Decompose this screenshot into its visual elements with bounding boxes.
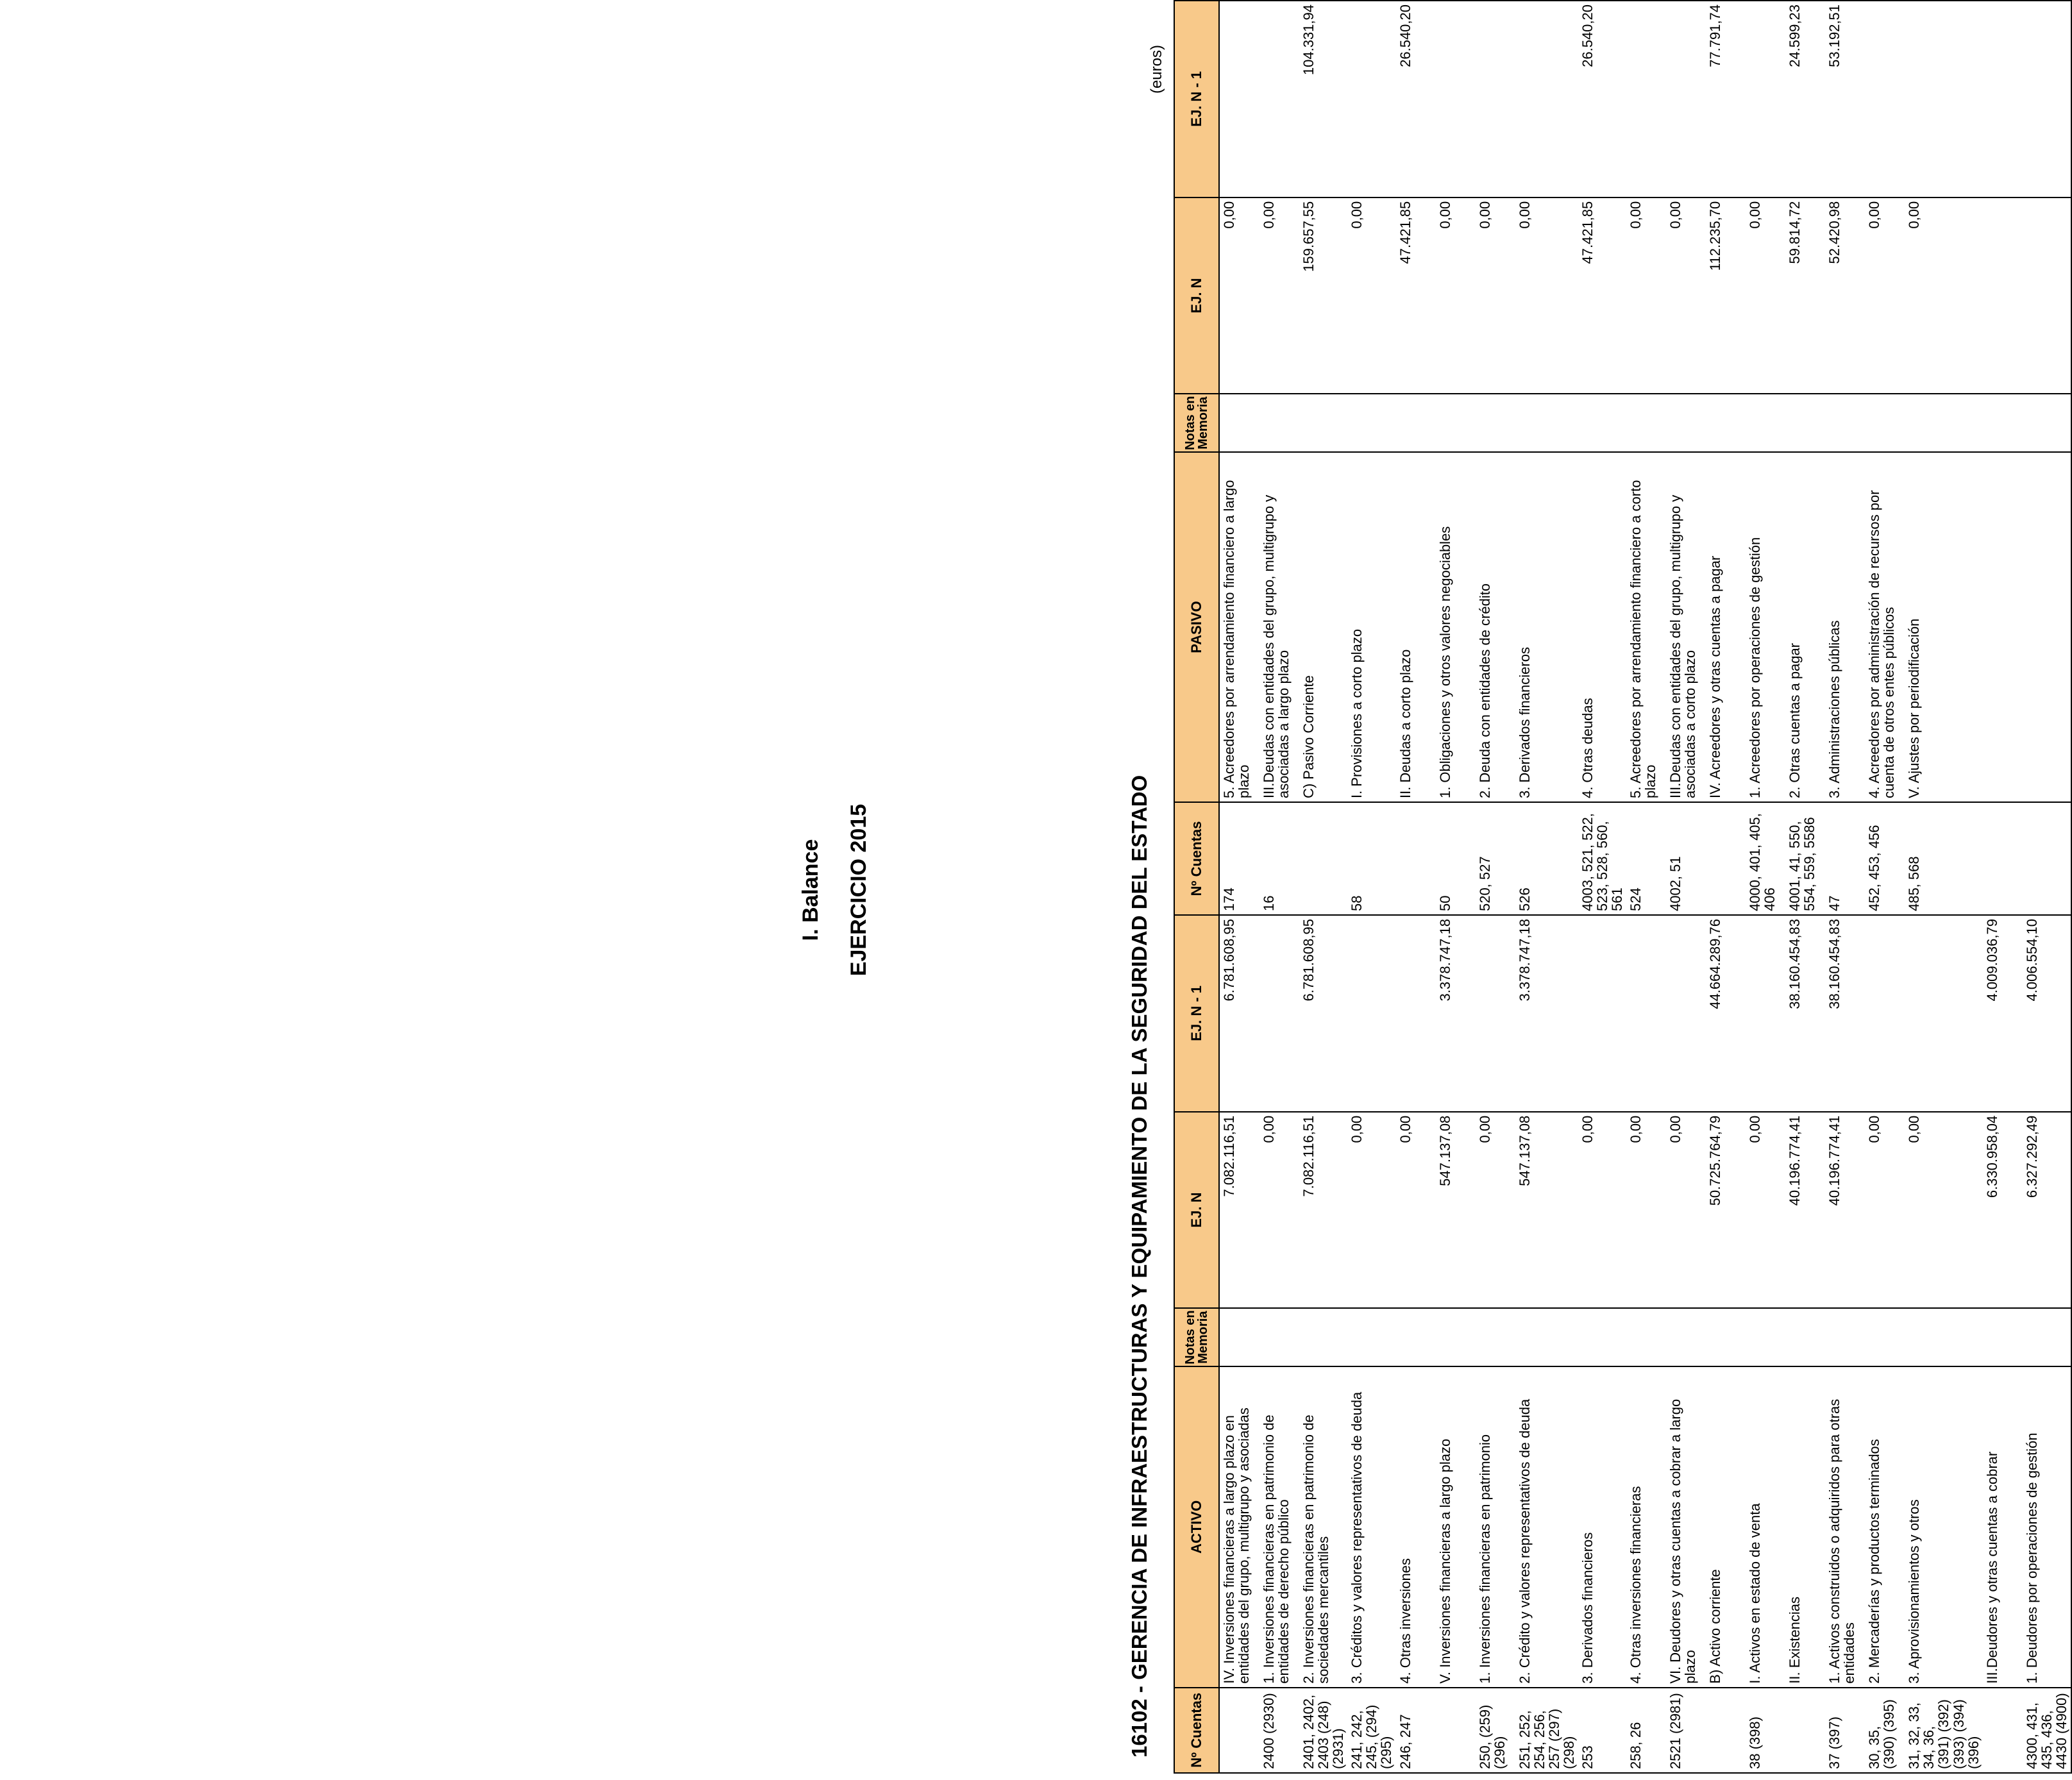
cuentas-pasivo-cell <box>1299 802 1347 915</box>
notas-pasivo-cell <box>1785 394 1825 452</box>
pasivo-concept-cell: II. Deudas a corto plazo <box>1396 452 1436 802</box>
notas-pasivo-cell <box>1515 394 1578 452</box>
cuentas-activo-cell: 37 (397) <box>1825 1688 1865 1773</box>
header-ejn-pasivo: EJ. N <box>1174 197 1219 394</box>
pasivo-concept-cell: IV. Acreedores y otras cuentas a pagar <box>1706 452 1746 802</box>
ejn1-pasivo-cell: 26.540,20 <box>1396 1 1436 197</box>
activo-concept-cell: 1. Inversiones financieras en patrimonio <box>1476 1366 1515 1688</box>
ejn1-activo-cell <box>1865 915 1905 1112</box>
activo-concept-cell: 2. Crédito y valores representativos de deuda <box>1515 1366 1578 1688</box>
activo-concept-cell: B) Activo corriente <box>1706 1366 1746 1688</box>
ejn-activo-cell: 40.196.774,41 <box>1785 1112 1825 1309</box>
pasivo-concept-cell: 3. Derivados financieros <box>1515 452 1578 802</box>
activo-concept-cell: 3. Aprovisionamientos y otros <box>1905 1366 1982 1688</box>
notas-activo-cell <box>1578 1308 1626 1366</box>
notas-activo-cell <box>1746 1308 1785 1366</box>
cuentas-pasivo-cell <box>1396 802 1436 915</box>
notas-activo-cell <box>1476 1308 1515 1366</box>
activo-concept-cell: VI. Deudores y otras cuentas a cobrar a largo plazo <box>1666 1366 1706 1688</box>
notas-activo-cell <box>1396 1308 1436 1366</box>
table-row <box>2023 1 2071 1773</box>
cuentas-activo-cell: 2400 (2930) <box>1259 1688 1299 1773</box>
ejn1-pasivo-cell: 53.192,51 <box>1825 1 1865 197</box>
report-title: I. Balance <box>798 839 823 941</box>
cuentas-activo-cell: 4300, 431, 435, 436, 4430 (4900) <box>2023 1688 2071 1773</box>
ejn-activo-cell: 0,00 <box>1347 1112 1395 1309</box>
cuentas-activo-cell <box>1983 1688 2023 1773</box>
ejn-pasivo-cell <box>1983 197 2023 394</box>
ejn-pasivo-cell: 159.657,55 <box>1299 197 1347 394</box>
pasivo-concept-cell: III.Deudas con entidades del grupo, multigrupo y asociadas a corto plazo <box>1666 452 1706 802</box>
header-notas-pasivo: Notas en Memoria <box>1174 394 1219 452</box>
notas-pasivo-cell <box>1476 394 1515 452</box>
cuentas-pasivo-cell: 4001, 41, 550, 554, 559, 5586 <box>1785 802 1825 915</box>
ejn-pasivo-cell: 0,00 <box>1436 197 1476 394</box>
ejn1-activo-cell: 38.160.454,83 <box>1785 915 1825 1112</box>
ejn-pasivo-cell: 0,00 <box>1905 197 1982 394</box>
notas-pasivo-cell <box>1865 394 1905 452</box>
cuentas-activo-cell: 258, 26 <box>1626 1688 1666 1773</box>
table-row <box>1905 1 1982 1773</box>
cuentas-pasivo-cell: 4002, 51 <box>1666 802 1706 915</box>
ejn-activo-cell: 7.082.116,51 <box>1299 1112 1347 1309</box>
cuentas-activo-cell <box>1706 1688 1746 1773</box>
cuentas-pasivo-cell <box>1706 802 1746 915</box>
pasivo-concept-cell: 1. Obligaciones y otros valores negociables <box>1436 452 1476 802</box>
ejn-pasivo-cell: 0,00 <box>1476 197 1515 394</box>
ejn1-activo-cell <box>1746 915 1785 1112</box>
notas-pasivo-cell <box>1983 394 2023 452</box>
ejn1-pasivo-cell: 104.331,94 <box>1299 1 1347 197</box>
table-row <box>1626 1 1666 1773</box>
ejn-pasivo-cell: 47.421,85 <box>1578 197 1626 394</box>
header-ejn1-activo: EJ. N - 1 <box>1174 915 1219 1112</box>
ejn-pasivo-cell: 0,00 <box>1515 197 1578 394</box>
activo-concept-cell: 1. Inversiones financieras en patrimonio de entidades de derecho público <box>1259 1366 1299 1688</box>
cuentas-pasivo-cell: 50 <box>1436 802 1476 915</box>
table-row <box>1706 1 1746 1773</box>
notas-activo-cell <box>1626 1308 1666 1366</box>
ejn-activo-cell: 0,00 <box>1476 1112 1515 1309</box>
table-row <box>1436 1 1476 1773</box>
balance-table <box>1174 0 2072 1774</box>
pasivo-concept-cell: 2. Otras cuentas a pagar <box>1785 452 1825 802</box>
header-activo: ACTIVO <box>1174 1366 1219 1688</box>
table-row <box>1476 1 1515 1773</box>
notas-activo-cell <box>1785 1308 1825 1366</box>
notas-pasivo-cell <box>1219 394 1259 452</box>
ejn1-pasivo-cell: 77.791,74 <box>1706 1 1746 197</box>
pasivo-concept-cell: 5. Acreedores por arrendamiento financiero a corto plazo <box>1626 452 1666 802</box>
ejn-activo-cell: 0,00 <box>1905 1112 1982 1309</box>
table-row <box>1825 1 1865 1773</box>
notas-pasivo-cell <box>1905 394 1982 452</box>
pasivo-concept-cell: 4. Otras deudas <box>1578 452 1626 802</box>
activo-concept-cell: I. Activos en estado de venta <box>1746 1366 1785 1688</box>
header-notas-activo: Notas en Memoria <box>1174 1308 1219 1366</box>
ejn-activo-cell: 40.196.774,41 <box>1825 1112 1865 1309</box>
cuentas-activo-cell: 241, 242, 245, (294) (295) <box>1347 1688 1395 1773</box>
cuentas-pasivo-cell: 58 <box>1347 802 1395 915</box>
ejn-activo-cell: 50.725.764,79 <box>1706 1112 1746 1309</box>
cuentas-activo-cell: 246, 247 <box>1396 1688 1436 1773</box>
ejn1-activo-cell <box>1347 915 1395 1112</box>
ejn1-activo-cell: 4.009.036,79 <box>1983 915 2023 1112</box>
ejn-activo-cell: 0,00 <box>1396 1112 1436 1309</box>
cuentas-activo-cell: 31, 32, 33, 34, 36, (391) (392) (393) (394) (396) <box>1905 1688 1982 1773</box>
notas-pasivo-cell <box>1347 394 1395 452</box>
ejn1-pasivo-cell <box>1666 1 1706 197</box>
ejn-activo-cell: 6.327.292,49 <box>2023 1112 2071 1309</box>
activo-concept-cell: III.Deudores y otras cuentas a cobrar <box>1983 1366 2023 1688</box>
ejn1-pasivo-cell: 24.599,23 <box>1785 1 1825 197</box>
table-row <box>1746 1 1785 1773</box>
notas-activo-cell <box>1219 1308 1259 1366</box>
notas-pasivo-cell <box>1436 394 1476 452</box>
activo-concept-cell: II. Existencias <box>1785 1366 1825 1688</box>
ejn-activo-cell: 6.330.958,04 <box>1983 1112 2023 1309</box>
pasivo-concept-cell: 5. Acreedores por arrendamiento financiero a largo plazo <box>1219 452 1259 802</box>
ejn-pasivo-cell: 52.420,98 <box>1825 197 1865 394</box>
table-row <box>1666 1 1706 1773</box>
ejn1-activo-cell <box>1905 915 1982 1112</box>
activo-concept-cell: 4. Otras inversiones financieras <box>1626 1366 1666 1688</box>
notas-pasivo-cell <box>1626 394 1666 452</box>
notas-pasivo-cell <box>1578 394 1626 452</box>
ejn1-activo-cell <box>1578 915 1626 1112</box>
ejn1-activo-cell: 6.781.608,95 <box>1219 915 1259 1112</box>
ejn-pasivo-cell: 0,00 <box>1746 197 1785 394</box>
ejn1-pasivo-cell: 26.540,20 <box>1578 1 1626 197</box>
ejn1-activo-cell: 38.160.454,83 <box>1825 915 1865 1112</box>
ejn1-pasivo-cell <box>1983 1 2023 197</box>
ejn1-activo-cell <box>1626 915 1666 1112</box>
ejn-pasivo-cell <box>2023 197 2071 394</box>
header-pasivo: PASIVO <box>1174 452 1219 802</box>
ejn-activo-cell: 0,00 <box>1578 1112 1626 1309</box>
notas-pasivo-cell <box>1746 394 1785 452</box>
ejn-pasivo-cell: 47.421,85 <box>1396 197 1436 394</box>
notas-pasivo-cell <box>1259 394 1299 452</box>
ejn-pasivo-cell: 0,00 <box>1865 197 1905 394</box>
table-row <box>1515 1 1578 1773</box>
cuentas-pasivo-cell: 520, 527 <box>1476 802 1515 915</box>
table-row <box>1219 1 1259 1773</box>
notas-pasivo-cell <box>1396 394 1436 452</box>
table-row <box>1396 1 1436 1773</box>
ejn1-pasivo-cell <box>1219 1 1259 197</box>
pasivo-concept-cell <box>2023 452 2071 802</box>
notas-pasivo-cell <box>1706 394 1746 452</box>
cuentas-activo-cell <box>1219 1688 1259 1773</box>
notas-activo-cell <box>1905 1308 1982 1366</box>
notas-pasivo-cell <box>1825 394 1865 452</box>
header-cuentas-pasivo: Nº Cuentas <box>1174 802 1219 915</box>
notas-activo-cell <box>1666 1308 1706 1366</box>
ejn1-pasivo-cell <box>1626 1 1666 197</box>
pasivo-concept-cell: I. Provisiones a corto plazo <box>1347 452 1395 802</box>
activo-concept-cell: IV. Inversiones financieras a largo plazo en entidades del grupo, multigrupo y asociadas <box>1219 1366 1259 1688</box>
pasivo-concept-cell: 4. Acreedores por administración de recursos por cuenta de otros entes públicos <box>1865 452 1905 802</box>
cuentas-pasivo-cell: 47 <box>1825 802 1865 915</box>
organization-heading: 16102 - GERENCIA DE INFRAESTRUCTURAS Y EQUIPAMIENTO DE LA SEGURIDAD DEL ESTADO <box>1127 775 1151 1758</box>
notas-activo-cell <box>2023 1308 2071 1366</box>
activo-concept-cell: 1. Activos construidos o adquiridos para otras entidades <box>1825 1366 1865 1688</box>
cuentas-pasivo-cell: 4003, 521, 522, 523, 528, 560, 561 <box>1578 802 1626 915</box>
notas-activo-cell <box>1347 1308 1395 1366</box>
cuentas-pasivo-cell: 452, 453, 456 <box>1865 802 1905 915</box>
table-row <box>1347 1 1395 1773</box>
activo-concept-cell: 4. Otras inversiones <box>1396 1366 1436 1688</box>
pasivo-concept-cell: 1. Acreedores por operaciones de gestión <box>1746 452 1785 802</box>
cuentas-activo-cell: 251, 252, 254, 256, 257 (297) (298) <box>1515 1688 1578 1773</box>
cuentas-pasivo-cell <box>2023 802 2071 915</box>
ejn-activo-cell: 0,00 <box>1865 1112 1905 1309</box>
pasivo-concept-cell: V. Ajustes por periodificación <box>1905 452 1982 802</box>
ejn1-pasivo-cell <box>1347 1 1395 197</box>
ejn-pasivo-cell: 0,00 <box>1219 197 1259 394</box>
notas-activo-cell <box>1259 1308 1299 1366</box>
ejn-activo-cell: 0,00 <box>1626 1112 1666 1309</box>
activo-concept-cell: 3. Créditos y valores representativos de deuda <box>1347 1366 1395 1688</box>
cuentas-activo-cell: 38 (398) <box>1746 1688 1785 1773</box>
activo-concept-cell: V. Inversiones financieras a largo plazo <box>1436 1366 1476 1688</box>
header-cuentas-activo: Nº Cuentas <box>1174 1688 1219 1773</box>
table-row <box>1259 1 1299 1773</box>
ejn-activo-cell: 0,00 <box>1666 1112 1706 1309</box>
ejn1-activo-cell: 44.664.289,76 <box>1706 915 1746 1112</box>
ejn-pasivo-cell: 0,00 <box>1626 197 1666 394</box>
cuentas-pasivo-cell: 524 <box>1626 802 1666 915</box>
activo-concept-cell: 2. Inversiones financieras en patrimonio de sociedades mercantiles <box>1299 1366 1347 1688</box>
ejn1-pasivo-cell <box>1746 1 1785 197</box>
notas-activo-cell <box>1706 1308 1746 1366</box>
ejn1-activo-cell <box>1666 915 1706 1112</box>
ejn1-activo-cell: 4.006.554,10 <box>2023 915 2071 1112</box>
ejn1-pasivo-cell <box>1905 1 1982 197</box>
notas-pasivo-cell <box>1299 394 1347 452</box>
ejn-pasivo-cell: 112.235,70 <box>1706 197 1746 394</box>
cuentas-activo-cell: 250, (259) (296) <box>1476 1688 1515 1773</box>
cuentas-pasivo-cell: 16 <box>1259 802 1299 915</box>
ejn1-activo-cell <box>1476 915 1515 1112</box>
ejn-pasivo-cell: 0,00 <box>1347 197 1395 394</box>
ejn-pasivo-cell: 0,00 <box>1259 197 1299 394</box>
cuentas-activo-cell: 253 <box>1578 1688 1626 1773</box>
pasivo-concept-cell: C) Pasivo Corriente <box>1299 452 1347 802</box>
cuentas-pasivo-cell <box>1983 802 2023 915</box>
ejn-activo-cell: 7.082.116,51 <box>1219 1112 1259 1309</box>
table-row <box>1865 1 1905 1773</box>
cuentas-pasivo-cell: 174 <box>1219 802 1259 915</box>
ejn-activo-cell: 0,00 <box>1746 1112 1785 1309</box>
ejn1-pasivo-cell <box>1865 1 1905 197</box>
ejn1-activo-cell: 6.781.608,95 <box>1299 915 1347 1112</box>
cuentas-activo-cell: 30, 35, (390) (395) <box>1865 1688 1905 1773</box>
ejn1-pasivo-cell <box>2023 1 2071 197</box>
cuentas-pasivo-cell: 526 <box>1515 802 1578 915</box>
ejn1-pasivo-cell <box>1259 1 1299 197</box>
cuentas-pasivo-cell: 485, 568 <box>1905 802 1982 915</box>
notas-activo-cell <box>1825 1308 1865 1366</box>
pasivo-concept-cell <box>1983 452 2023 802</box>
cuentas-activo-cell: 2401, 2402, 2403 (248) (2931) <box>1299 1688 1347 1773</box>
ejn-activo-cell: 0,00 <box>1259 1112 1299 1309</box>
cuentas-activo-cell <box>1785 1688 1825 1773</box>
cuentas-pasivo-cell: 4000, 401, 405, 406 <box>1746 802 1785 915</box>
currency-unit-label: (euros) <box>1148 45 1165 94</box>
ejn1-activo-cell: 3.378.747,18 <box>1436 915 1476 1112</box>
table-row <box>1299 1 1347 1773</box>
header-ejn-activo: EJ. N <box>1174 1112 1219 1309</box>
pasivo-concept-cell: 2. Deuda con entidades de crédito <box>1476 452 1515 802</box>
activo-concept-cell: 2. Mercaderías y productos terminados <box>1865 1366 1905 1688</box>
table-row <box>1785 1 1825 1773</box>
table-header-row <box>1174 1 1219 1773</box>
notas-activo-cell <box>1515 1308 1578 1366</box>
table-row <box>1983 1 2023 1773</box>
ejn-pasivo-cell: 0,00 <box>1666 197 1706 394</box>
ejn-activo-cell: 547.137,08 <box>1436 1112 1476 1309</box>
header-ejn1-pasivo: EJ. N - 1 <box>1174 1 1219 197</box>
notas-activo-cell <box>1436 1308 1476 1366</box>
ejn-activo-cell: 547.137,08 <box>1515 1112 1578 1309</box>
table-row <box>1578 1 1626 1773</box>
cuentas-activo-cell <box>1436 1688 1476 1773</box>
notas-pasivo-cell <box>1666 394 1706 452</box>
notas-activo-cell <box>1299 1308 1347 1366</box>
ejn1-activo-cell <box>1259 915 1299 1112</box>
activo-concept-cell: 3. Derivados financieros <box>1578 1366 1626 1688</box>
ejn1-pasivo-cell <box>1436 1 1476 197</box>
fiscal-year-title: EJERCICIO 2015 <box>846 803 871 977</box>
notas-activo-cell <box>1983 1308 2023 1366</box>
ejn1-activo-cell <box>1396 915 1436 1112</box>
ejn-pasivo-cell: 59.814,72 <box>1785 197 1825 394</box>
pasivo-concept-cell: III.Deudas con entidades del grupo, multigrupo y asociadas a largo plazo <box>1259 452 1299 802</box>
cuentas-activo-cell: 2521 (2981) <box>1666 1688 1706 1773</box>
notas-activo-cell <box>1865 1308 1905 1366</box>
activo-concept-cell: 1. Deudores por operaciones de gestión <box>2023 1366 2071 1688</box>
pasivo-concept-cell: 3. Administraciones públicas <box>1825 452 1865 802</box>
notas-pasivo-cell <box>2023 394 2071 452</box>
ejn1-pasivo-cell <box>1476 1 1515 197</box>
ejn1-pasivo-cell <box>1515 1 1578 197</box>
ejn1-activo-cell: 3.378.747,18 <box>1515 915 1578 1112</box>
